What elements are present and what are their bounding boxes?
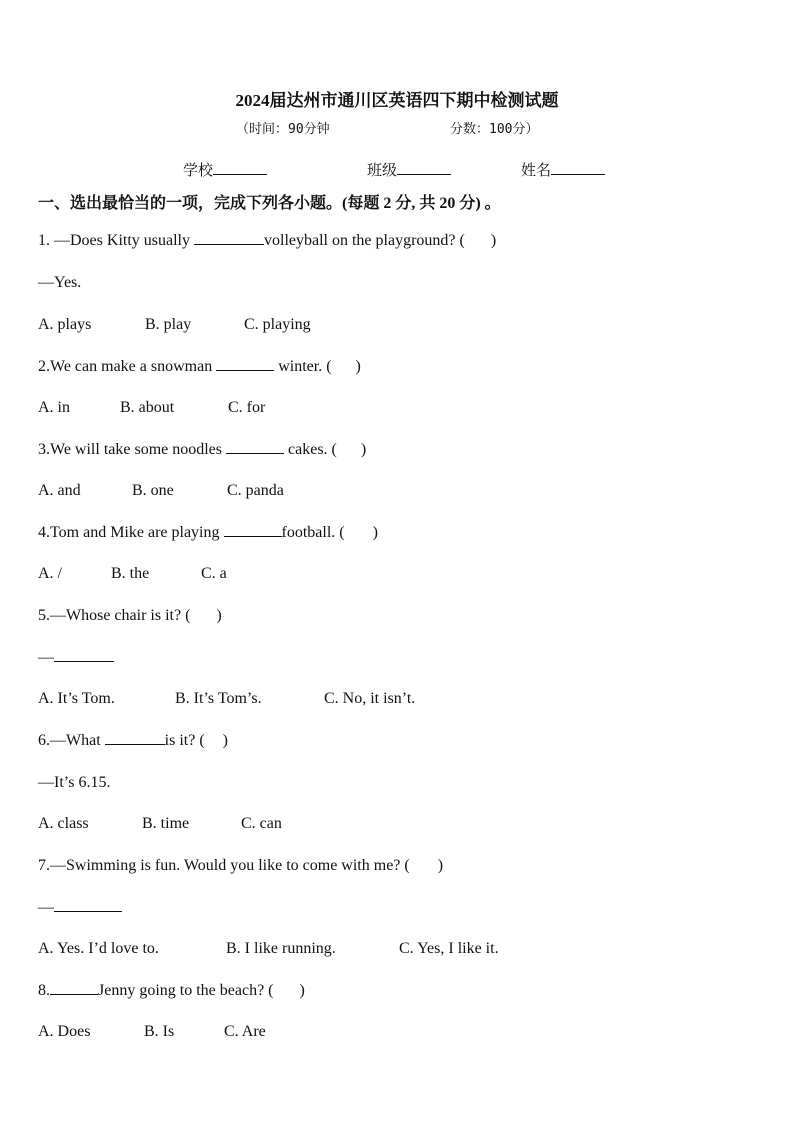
school-blank[interactable] <box>213 160 267 175</box>
question-text: winter. ( <box>274 358 332 375</box>
student-info <box>0 159 794 181</box>
paren-close: ) <box>437 857 444 874</box>
question-text: 4.Tom and Mike are playing <box>38 524 224 541</box>
question-text: 8. <box>38 982 50 999</box>
paren-close: ) <box>216 607 222 624</box>
question-5 <box>38 607 222 625</box>
paren-close: ) <box>372 524 378 541</box>
question-8 <box>38 982 305 1000</box>
answer-blank[interactable] <box>194 232 264 245</box>
answer-blank[interactable] <box>105 732 165 745</box>
option-a[interactable]: A. It’s Tom. <box>38 690 115 707</box>
name-label: 姓名 <box>521 163 552 179</box>
option-c[interactable]: C. Are <box>224 1023 266 1040</box>
answer-blank[interactable] <box>216 358 274 371</box>
option-b[interactable]: B. time <box>142 815 190 832</box>
dash: — <box>38 649 54 666</box>
option-c[interactable]: C. can <box>241 815 282 832</box>
answer-blank[interactable] <box>54 899 122 912</box>
option-c[interactable]: C. panda <box>227 482 284 499</box>
class-field <box>367 159 451 180</box>
paren-close: ) <box>222 732 228 749</box>
school-field <box>183 159 267 180</box>
question-1-reply: —Yes. <box>38 274 82 291</box>
dash: — <box>38 899 54 916</box>
name-blank[interactable] <box>551 160 605 175</box>
option-a[interactable]: A. and <box>38 482 81 499</box>
option-a[interactable]: A. plays <box>38 316 92 333</box>
option-a[interactable]: A. / <box>38 565 62 582</box>
option-c[interactable]: C. playing <box>244 316 311 333</box>
answer-blank[interactable] <box>224 524 282 537</box>
question-6-reply: —It’s 6.15. <box>38 774 111 791</box>
question-text: 5.—Whose chair is it? ( <box>38 607 191 624</box>
question-text: is it? ( <box>164 732 205 749</box>
option-b[interactable]: B. Is <box>144 1023 175 1040</box>
question-text: Jenny going to the beach? ( <box>98 982 274 999</box>
option-a[interactable]: A. class <box>38 815 89 832</box>
question-6 <box>38 732 228 750</box>
question-4 <box>38 524 378 542</box>
question-text: 7.—Swimming is fun. Would you like to come with me? ( <box>38 857 410 874</box>
question-text: 2.We can make a snowman <box>38 358 217 375</box>
answer-blank[interactable] <box>50 982 98 995</box>
answer-blank[interactable] <box>54 649 114 662</box>
question-5-reply <box>38 649 114 667</box>
option-c[interactable]: C. a <box>201 565 227 582</box>
option-b[interactable]: B. the <box>111 565 150 582</box>
question-7 <box>38 857 443 875</box>
question-text: 1. —Does Kitty usually <box>38 232 194 249</box>
option-c[interactable]: C. for <box>228 399 266 416</box>
option-b[interactable]: B. play <box>145 316 192 333</box>
question-text: volleyball on the playground? ( <box>264 232 465 249</box>
option-b[interactable]: B. about <box>120 399 175 416</box>
answer-blank[interactable] <box>226 441 284 454</box>
section-heading: 一、选出最恰当的一项，完成下列各小题。(每题 2 分, 共 20 分) 。 <box>38 195 501 212</box>
option-c[interactable]: C. Yes, I like it. <box>399 940 499 957</box>
question-text: football. ( <box>281 524 345 541</box>
page-title: 2024届达州市通川区英语四下期中检测试题 <box>235 91 559 110</box>
total-score: 分数：100分） <box>450 122 539 137</box>
option-a[interactable]: A. Does <box>38 1023 91 1040</box>
question-text: 3.We will take some noodles <box>38 441 227 458</box>
option-b[interactable]: B. It’s Tom’s. <box>175 690 262 707</box>
question-2 <box>38 358 361 376</box>
question-7-reply <box>38 899 122 917</box>
paren-close: ) <box>360 441 367 458</box>
paren-close: ) <box>299 982 305 999</box>
option-b[interactable]: B. one <box>132 482 174 499</box>
option-b[interactable]: B. I like running. <box>226 940 336 957</box>
option-a[interactable]: A. Yes. I’d love to. <box>38 940 159 957</box>
question-text: 6.—What <box>38 732 105 749</box>
option-a[interactable]: A. in <box>38 399 70 416</box>
question-text: cakes. ( <box>284 441 337 458</box>
question-1 <box>38 232 496 250</box>
class-label: 班级 <box>367 163 398 179</box>
paren-close: ) <box>355 358 361 375</box>
option-c[interactable]: C. No, it isn’t. <box>324 690 416 707</box>
class-blank[interactable] <box>397 160 451 175</box>
paren-close: ) <box>490 232 497 249</box>
question-3 <box>38 441 366 459</box>
name-field <box>521 159 605 180</box>
time-limit: （时间：90分钟 <box>236 122 330 137</box>
school-label: 学校 <box>183 163 214 179</box>
